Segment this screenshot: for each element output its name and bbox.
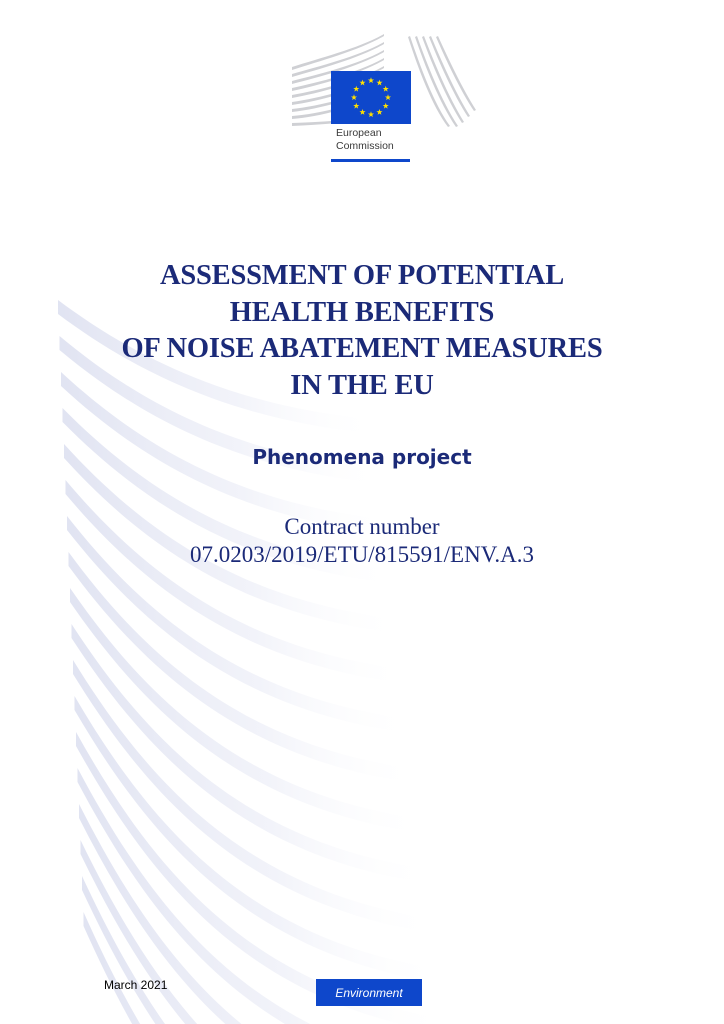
- building-stripes-right: [408, 36, 476, 127]
- project-subtitle: Phenomena project: [252, 445, 472, 469]
- publication-date: March 2021: [104, 978, 168, 992]
- contract-block: [40, 513, 684, 569]
- report-title-line-4: IN THE EU: [290, 369, 434, 401]
- report-title-line-1: ASSESSMENT OF POTENTIAL: [159, 260, 565, 291]
- report-title-line-2: HEALTH BENEFITS: [229, 296, 495, 328]
- report-title: [40, 258, 684, 404]
- logo-line-european: European: [336, 127, 382, 139]
- logo-wordmark: [336, 127, 394, 152]
- contract-number: 07.0203/2019/ETU/815591/ENV.A.3: [190, 542, 534, 567]
- report-title-line-3: OF NOISE ABATEMENT MEASURES: [121, 333, 603, 364]
- environment-badge: Environment: [316, 979, 422, 1006]
- contract-label: Contract number: [284, 514, 440, 539]
- logo-line-commission: Commission: [336, 139, 394, 152]
- logo-underline: [331, 159, 410, 162]
